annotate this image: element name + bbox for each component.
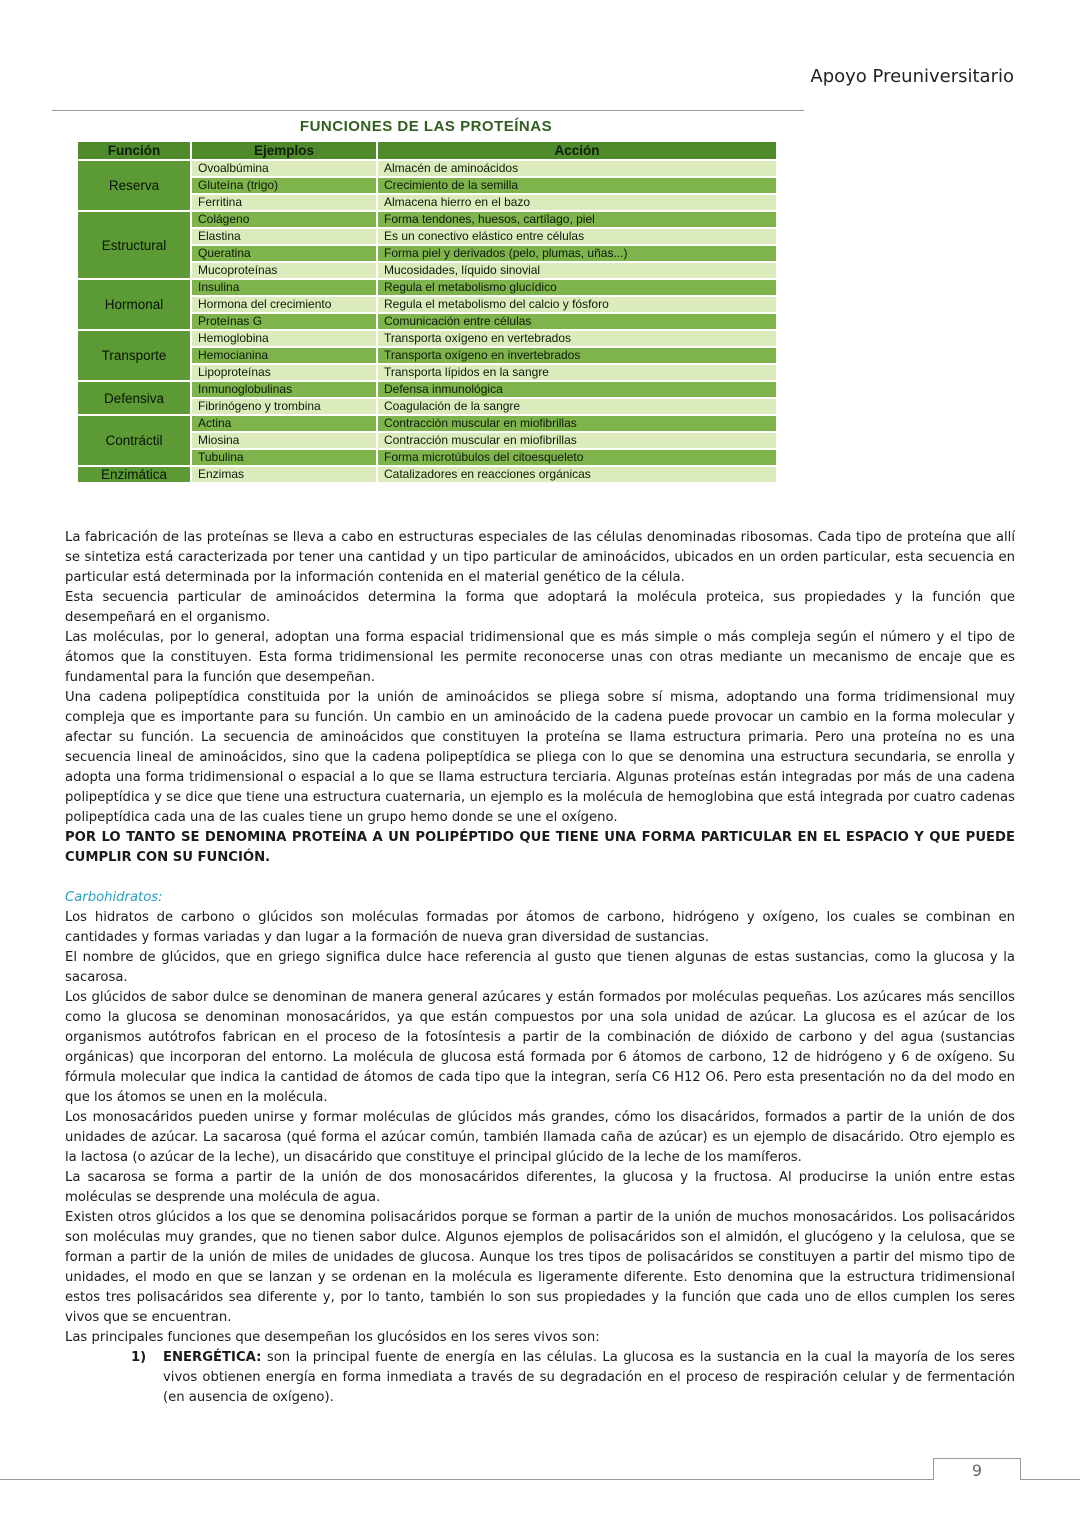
table-row xyxy=(77,211,777,228)
example-cell: Lipoproteínas xyxy=(191,364,377,381)
action-cell: Transporta lípidos en la sangre xyxy=(377,364,777,381)
example-cell: Ovoalbúmina xyxy=(191,160,377,177)
function-cell: Transporte xyxy=(77,330,191,381)
example-cell: Hormona del crecimiento xyxy=(191,296,377,313)
action-cell: Defensa inmunológica xyxy=(377,381,777,398)
action-cell: Almacén de aminoácidos xyxy=(377,160,777,177)
example-cell: Ferritina xyxy=(191,194,377,211)
table-row xyxy=(77,381,777,398)
example-cell: Actina xyxy=(191,415,377,432)
table-body xyxy=(77,160,777,483)
paragraph: Las moléculas, por lo general, adoptan una forma espacial tridimensional que es más simple o más compleja según el número y el tipo de átomos que la constituyen. Esta forma tridimensional les permite reconocerse unas con otras mediante un mecanismo de encaje que es fundamental para la función que desempeñan. xyxy=(65,630,1015,685)
body-text xyxy=(65,528,1015,1408)
example-cell: Elastina xyxy=(191,228,377,245)
example-cell: Mucoproteínas xyxy=(191,262,377,279)
table-row xyxy=(77,279,777,296)
example-cell: Inmunoglobulinas xyxy=(191,381,377,398)
action-cell: Crecimiento de la semilla xyxy=(377,177,777,194)
example-cell: Hemocianina xyxy=(191,347,377,364)
table-header-row xyxy=(77,141,777,160)
action-cell: Mucosidades, líquido sinovial xyxy=(377,262,777,279)
action-cell: Regula el metabolismo del calcio y fósforo xyxy=(377,296,777,313)
list-item-text: son la principal fuente de energía en las células. La glucosa es la sustancia en la cual la mayoría de los seres vivos obtienen energía en forma inmediata a través de su degradación en el proceso de respiración celular y de fermentación (en ausencia de oxígeno). xyxy=(163,1350,1015,1405)
table-row xyxy=(77,466,777,483)
action-cell: Contracción muscular en miofibrillas xyxy=(377,415,777,432)
emphasis-paragraph: POR LO TANTO SE DENOMINA PROTEÍNA A UN POLIPÉPTIDO QUE TIENE UNA FORMA PARTICULAR EN EL ESPACIO Y QUE PUEDE CUMPLIR CON SU FUNCIÓN. xyxy=(65,830,1015,865)
paragraph: Los hidratos de carbono o glúcidos son moléculas formadas por átomos de carbono, hidrógeno y oxígeno, los cuales se combinan en cantidades y formas variadas y dan lugar a la formación de nueva gran diversidad de sustancias. xyxy=(65,910,1015,945)
example-cell: Colágeno xyxy=(191,211,377,228)
functions-list xyxy=(65,1348,1015,1408)
action-cell: Coagulación de la sangre xyxy=(377,398,777,415)
function-cell: Contráctil xyxy=(77,415,191,466)
function-cell: Reserva xyxy=(77,160,191,211)
column-header-ejemplos: Ejemplos xyxy=(191,141,377,160)
action-cell: Regula el metabolismo glucídico xyxy=(377,279,777,296)
footer-divider xyxy=(0,1479,1080,1480)
column-header-accion: Acción xyxy=(377,141,777,160)
action-cell: Contracción muscular en miofibrillas xyxy=(377,432,777,449)
example-cell: Tubulina xyxy=(191,449,377,466)
paragraph: Los glúcidos de sabor dulce se denominan de manera general azúcares y están formados por moléculas pequeñas. Los azúcares más sencillos como la glucosa se denominan monosacáridos, ya que están compuestos por una sola unidad de azúcar. La glucosa es el azúcar de los organismos autótrofos fabrican en el proceso de la fotosíntesis a partir de la combinación de dióxido de carbono y del agua (sustancias orgánicas) que incorporan del entorno. La molécula de glucosa está formada por 6 átomos de carbono, 12 de hidrógeno y 6 de oxígeno. Su fórmula molecular que indica la cantidad de átomos de cada tipo que la integran, sería C6 H12 O6. Pero esta presentación no da del modo en que los átomos se unen en la molécula. xyxy=(65,990,1015,1105)
paragraph: Los monosacáridos pueden unirse y formar moléculas de glúcidos más grandes, cómo los disacáridos, formados a partir de la unión de dos unidades de azúcar. La sacarosa (qué forma el azúcar común, también llamada caña de azúcar) es un ejemplo de disacárido. Otro ejemplo es la lactosa (o azúcar de la leche), un disacárido que constituye el principal glúcido de la leche de los mamíferos. xyxy=(65,1110,1015,1165)
action-cell: Forma tendones, huesos, cartílago, piel xyxy=(377,211,777,228)
action-cell: Catalizadores en reacciones orgánicas xyxy=(377,466,777,483)
column-header-funcion: Función xyxy=(77,141,191,160)
list-item-number: 1) xyxy=(131,1350,147,1365)
paragraph: La fabricación de las proteínas se lleva a cabo en estructuras especiales de las células denominadas ribosomas. Cada tipo de proteína que allí se sintetiza está caracterizada por tener una cantidad y un tipo particular de aminoácidos, ubicados en un orden particular, esta secuencia en particular está determinada por la información contenida en el material genético de la célula. xyxy=(65,530,1015,585)
example-cell: Enzimas xyxy=(191,466,377,483)
table-row xyxy=(77,330,777,347)
paragraph: La sacarosa se forma a partir de la unión de dos monosacáridos diferentes, la glucosa y la fructosa. Al producirse la unión entre estas moléculas se desprende una molécula de agua. xyxy=(65,1170,1015,1205)
action-cell: Comunicación entre células xyxy=(377,313,777,330)
paragraph: Existen otros glúcidos a los que se denomina polisacáridos porque se forman a partir de la unión de muchos monosacáridos. Los polisacáridos son moléculas muy grandes, que no tienen sabor dulce. Algunos ejemplos de polisacáridos son el almidón, el glucógeno y la celulosa, que se forman a partir de la unión de miles de unidades de glucosa. Aunque los tres tipos de polisacáridos se constituyen a partir del mismo tipo de unidades, el modo en que se lanzan y se ordenan en la molécula es ligeramente diferente. Esto denomina que la estructura tridimensional estos tres polisacáridos sea diferente y, por lo tanto, también lo son sus propiedades y la función que cada uno de ellos cumplen los seres vivos que se encuentran. xyxy=(65,1210,1015,1325)
paragraph: El nombre de glúcidos, que en griego significa dulce hace referencia al gusto que tienen algunas de estas sustancias, como la glucosa y la sacarosa. xyxy=(65,950,1015,985)
header-divider xyxy=(52,110,804,111)
paragraph: Una cadena polipeptídica constituida por la unión de aminoácidos se pliega sobre sí misma, adoptando una forma tridimensional muy compleja que es importante para su función. Un cambio en un aminoácido de la cadena puede provocar un cambio en la forma molecular y afectar su función. La secuencia de aminoácidos que constituyen la proteína se llama estructura primaria. Pero una proteína no es una secuencia lineal de aminoácidos, sino que la cadena polipeptídica se pliega con lo que se denomina una estructura secundaria, se enrolla y adopta una forma tridimensional o espacial a lo que se llama estructura terciaria. Algunas proteínas están integradas por más de una cadena polipeptídica y se dice que tiene una estructura cuaternaria, un ejemplo es la molécula de hemoglobina que está integrada por cuatro cadenas polipeptídica cada una de las cuales tiene un grupo hemo donde se une el oxígeno. xyxy=(65,690,1015,825)
example-cell: Queratina xyxy=(191,245,377,262)
section-title-carbohidratos: Carbohidratos: xyxy=(65,890,163,905)
function-cell: Enzimática xyxy=(77,466,191,483)
function-cell: Hormonal xyxy=(77,279,191,330)
paragraph: Las principales funciones que desempeñan los glucósidos en los seres vivos son: xyxy=(65,1330,600,1345)
function-cell: Estructural xyxy=(77,211,191,279)
action-cell: Almacena hierro en el bazo xyxy=(377,194,777,211)
list-item-term: ENERGÉTICA: xyxy=(163,1350,262,1365)
action-cell: Transporta oxígeno en invertebrados xyxy=(377,347,777,364)
example-cell: Fibrinógeno y trombina xyxy=(191,398,377,415)
example-cell: Hemoglobina xyxy=(191,330,377,347)
action-cell: Transporta oxígeno en vertebrados xyxy=(377,330,777,347)
function-cell: Defensiva xyxy=(77,381,191,415)
table-row xyxy=(77,160,777,177)
paragraph: Esta secuencia particular de aminoácidos determina la forma que adoptará la molécula proteica, sus propiedades y la función que desempeñará en el organismo. xyxy=(65,590,1015,625)
proteins-function-table xyxy=(76,140,778,484)
action-cell: Forma piel y derivados (pelo, plumas, uñas...) xyxy=(377,245,777,262)
table-title: FUNCIONES DE LAS PROTEÍNAS xyxy=(299,118,553,135)
example-cell: Proteínas G xyxy=(191,313,377,330)
example-cell: Miosina xyxy=(191,432,377,449)
page-number: 9 xyxy=(933,1458,1021,1480)
list-item xyxy=(65,1348,1015,1408)
page-header-title: Apoyo Preuniversitario xyxy=(810,66,1014,87)
example-cell: Gluteína (trigo) xyxy=(191,177,377,194)
proteins-function-table-figure xyxy=(76,118,776,484)
action-cell: Es un conectivo elástico entre células xyxy=(377,228,777,245)
example-cell: Insulina xyxy=(191,279,377,296)
table-row xyxy=(77,415,777,432)
action-cell: Forma microtúbulos del citoesqueleto xyxy=(377,449,777,466)
